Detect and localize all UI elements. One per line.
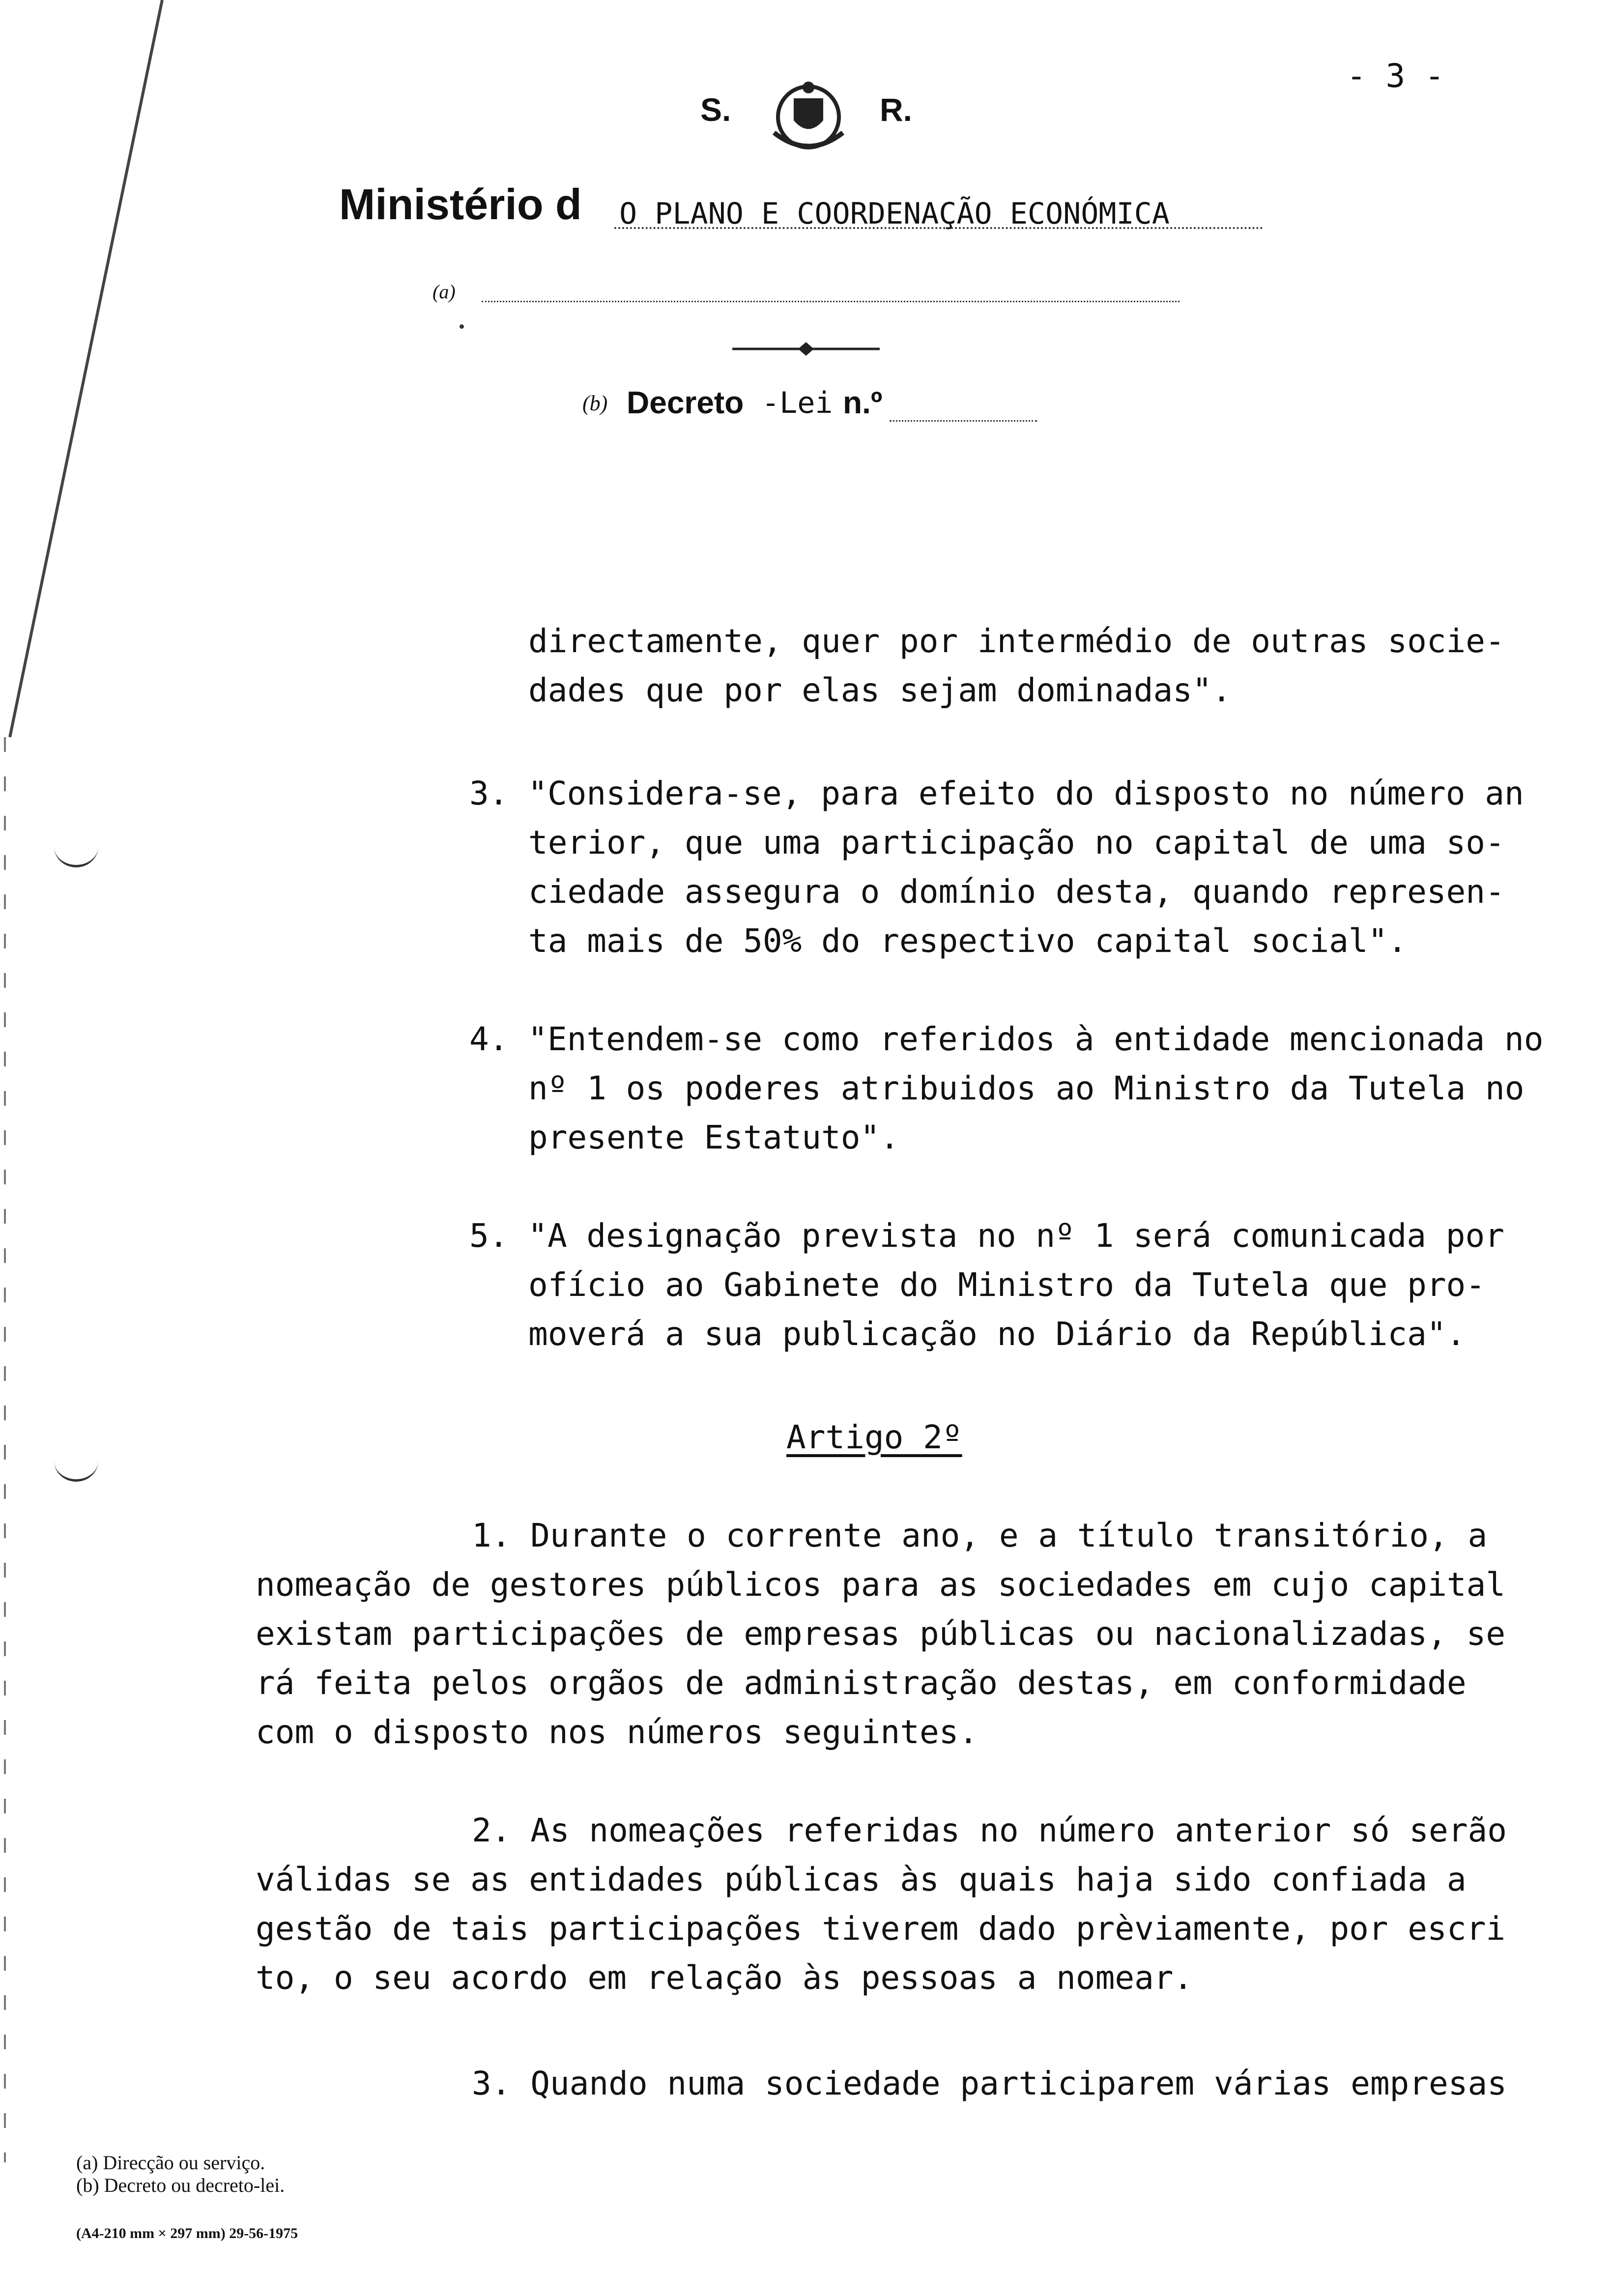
text-line: nº 1 os poderes atribuidos ao Ministro da Tutela no xyxy=(528,1069,1525,1107)
field-b-label: (b) xyxy=(582,391,608,415)
article-paragraph-2 xyxy=(256,1806,1507,2003)
text-line: 3. "Considera-se, para efeito do disposto no número an xyxy=(469,775,1524,812)
decree-typed-lei: -Lei xyxy=(762,386,833,420)
item-3 xyxy=(469,769,1524,966)
item-4 xyxy=(469,1015,1543,1162)
punch-hole-mark-top xyxy=(54,826,98,867)
text-line: 4. "Entendem-se como referidos à entidade mencionada no xyxy=(469,1020,1544,1058)
emblem-right-letter: R. xyxy=(880,91,912,128)
text-line: 3. Quando numa sociedade participarem várias empresas xyxy=(472,2065,1507,2102)
text-line: 1. Durante o corrente ano, e a título transitório, a xyxy=(472,1517,1488,1554)
form-code: (A4-210 mm × 297 mm) 29-56-1975 xyxy=(76,2225,298,2241)
text-line: ciedade assegura o domínio desta, quando represen- xyxy=(528,873,1505,911)
text-line: 5. "A designação prevista no nº 1 será comunicada por xyxy=(469,1217,1504,1255)
paragraph-continuation xyxy=(528,617,1505,715)
text-line: válidas se as entidades públicas às quais haja sido confiada a xyxy=(256,1861,1467,1898)
decree-label: Decreto xyxy=(627,385,744,420)
punch-hole-mark-bottom xyxy=(54,1440,98,1482)
text-line: ta mais de 50% do respectivo capital social". xyxy=(528,922,1408,960)
footnote-b: (b) Decreto ou decreto-lei. xyxy=(76,2174,285,2196)
page-number: - 3 - xyxy=(1347,57,1444,95)
ministry-prefix: Ministério d xyxy=(339,180,582,229)
item-5 xyxy=(469,1211,1504,1359)
margin-binding-line xyxy=(0,0,206,2296)
text-line: nomeação de gestores públicos para as sociedades em cujo capital xyxy=(256,1566,1506,1604)
field-a-label: (a) xyxy=(432,281,456,303)
text-line: com o disposto nos números seguintes. xyxy=(256,1713,979,1751)
decree-number-line xyxy=(890,420,1037,422)
ink-dot xyxy=(460,324,464,329)
decree-suffix: n.º xyxy=(843,385,883,420)
text-line: presente Estatuto". xyxy=(528,1119,899,1156)
text-line: ofício ao Gabinete do Ministro da Tutela que pro- xyxy=(528,1266,1486,1304)
coat-of-arms-emblem xyxy=(764,74,853,157)
ministry-name: O PLANO E COORDENAÇÃO ECONÓMICA xyxy=(619,197,1170,231)
text-line: moverá a sua publicação no Diário da República". xyxy=(528,1315,1466,1353)
footnote-a: (a) Direcção ou serviço. xyxy=(76,2152,265,2174)
text-line: dades que por elas sejam dominadas". xyxy=(528,671,1232,709)
text-line: existam participações de empresas públicas ou nacionalizadas, se xyxy=(256,1615,1506,1653)
article-heading: Artigo 2º xyxy=(786,1418,962,1456)
text-line: rá feita pelos orgãos de administração destas, em conformidade xyxy=(256,1664,1467,1702)
article-paragraph-3 xyxy=(472,2059,1507,2108)
ornament-divider xyxy=(732,339,880,359)
text-line: gestão de tais participações tiverem dado prèviamente, por escri xyxy=(256,1910,1506,1948)
field-a-line xyxy=(482,301,1180,302)
text-line: terior, que uma participação no capital de uma so- xyxy=(528,824,1505,861)
text-line: 2. As nomeações referidas no número anterior só serão xyxy=(472,1811,1507,1849)
emblem-left-letter: S. xyxy=(700,91,731,128)
text-line: directamente, quer por intermédio de outras socie- xyxy=(528,622,1505,660)
text-line: to, o seu acordo em relação às pessoas a nomear. xyxy=(256,1959,1193,1997)
article-paragraph-1 xyxy=(256,1511,1505,1757)
ministry-underline xyxy=(614,227,1263,229)
